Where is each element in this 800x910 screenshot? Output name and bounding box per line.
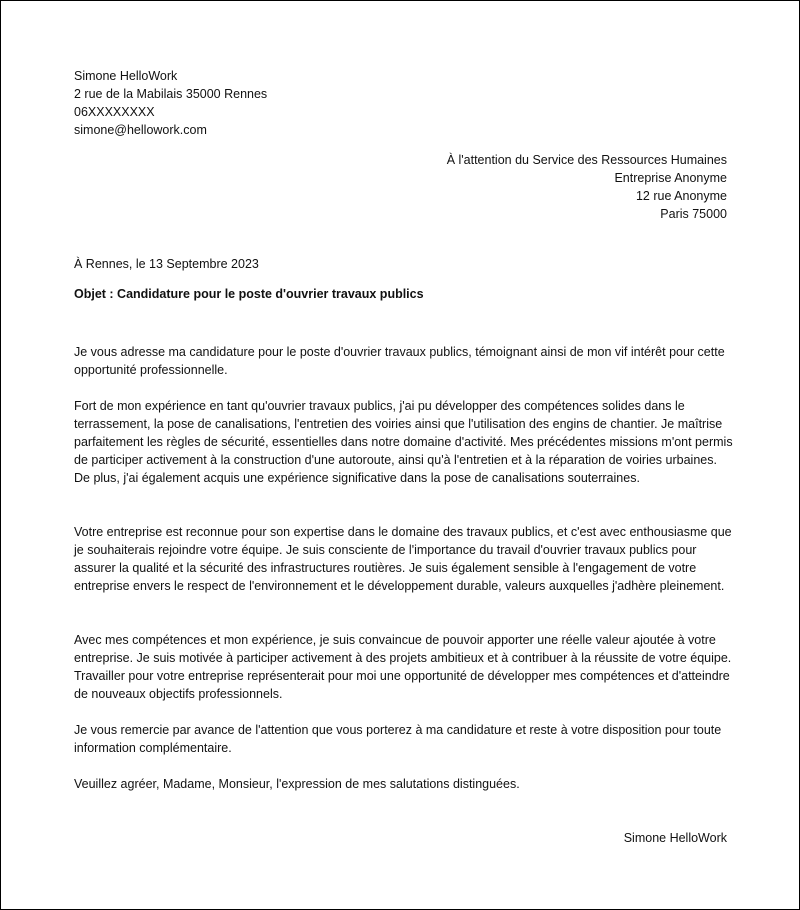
recipient-company: Entreprise Anonyme <box>614 171 727 185</box>
place-date: À Rennes, le 13 Septembre 2023 <box>74 257 259 271</box>
closing-formula: Veuillez agréer, Madame, Monsieur, l'expression de mes salutations distinguées. <box>74 777 520 791</box>
body-paragraph: Votre entreprise est reconnue pour son expertise dans le domaine des travaux publics, et c'est avec enthousiasme que je souhaiterais rejoindre votre équipe. Je suis consciente de l'importance du travail d'ouvrier travaux publics pour assurer la qualité et la sécurité des infrastructures routières. Je suis également sensible à l'engagement de votre entreprise envers le respect de l'environnement et le développement durable, valeurs auxquelles j'adhère pleinement. <box>74 525 732 593</box>
letter-subject: Objet : Candidature pour le poste d'ouvrier travaux publics <box>74 287 424 301</box>
sender-phone: 06XXXXXXXX <box>74 105 155 119</box>
sender-name: Simone HelloWork <box>74 69 178 83</box>
body-paragraph: Avec mes compétences et mon expérience, je suis convaincue de pouvoir apporter une réelle valeur ajoutée à votre entreprise. Je suis motivée à participer activement à des projets ambitieux et à contribuer à la réussite de votre équipe. Travailler pour votre entreprise représenterait pour moi une opportunité de développer mes compétences et d'atteindre de nouveaux objectifs professionnels. <box>74 633 732 701</box>
body-paragraph: Je vous remercie par avance de l'attention que vous porterez à ma candidature et reste à votre disposition pour toute information complémentaire. <box>74 723 722 755</box>
recipient-street: 12 rue Anonyme <box>635 189 727 203</box>
body-paragraph: Je vous adresse ma candidature pour le poste d'ouvrier travaux publics, témoignant ainsi de mon vif intérêt pour cette opportunité professionnelle. <box>74 345 725 377</box>
sender-email: simone@hellowork.com <box>74 123 207 137</box>
sender-address: 2 rue de la Mabilais 35000 Rennes <box>74 87 268 101</box>
recipient-city: Paris 75000 <box>660 207 727 221</box>
signature: Simone HelloWork <box>623 831 727 845</box>
body-paragraph: Fort de mon expérience en tant qu'ouvrier travaux publics, j'ai pu développer des compétences solides dans le terrassement, la pose de canalisations, l'entretien des voiries ainsi que l'utilisation des engins de chantier. Je maîtrise parfaitement les règles de sécurité, essentielles dans notre domaine d'activité. Mes précédentes missions m'ont permis de participer activement à la construction d'une autoroute, ainsi qu'à l'entretien et à la réparation de voiries urbaines. De plus, j'ai également acquis une expérience significative dans la pose de canalisations souterraines. <box>74 399 733 485</box>
recipient-attention: À l'attention du Service des Ressources Humaines <box>446 153 727 167</box>
